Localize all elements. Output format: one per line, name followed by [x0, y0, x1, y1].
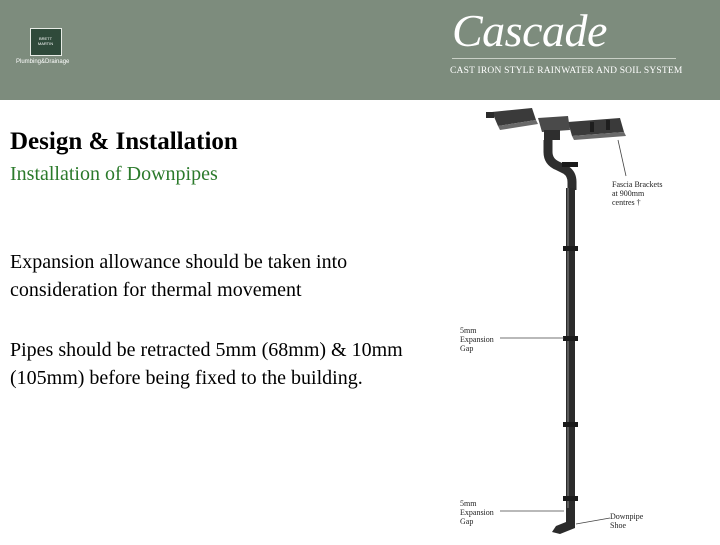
brand-name: Cascade [452, 5, 607, 56]
leader-lines [500, 140, 626, 524]
logo-text: BRETT MARTIN [37, 36, 54, 46]
slide-subtitle: Installation of Downpipes [10, 163, 218, 185]
header-banner [0, 0, 720, 100]
label-expansion-gap-top: 5mm Expansion Gap [460, 326, 494, 353]
logo-tagline: Plumbing&Drainage [16, 59, 70, 65]
downpipe-diagram [440, 100, 720, 540]
paragraph-expansion: Expansion allowance should be taken into consideration for thermal movement [10, 251, 348, 301]
gutter-right [568, 118, 626, 140]
label-expansion-gap-bottom: 5mm Expansion Gap [460, 499, 494, 526]
gutter-outlet [538, 116, 570, 140]
paragraph-retraction: Pipes should be retracted 5mm (68mm) & 10mm (105mm) before being fixed to the building. [10, 339, 403, 389]
label-fascia-brackets: Fascia Brackets at 900mm centres † [612, 180, 663, 207]
slide-title: Design & Installation [10, 128, 238, 155]
brand-divider [452, 58, 676, 59]
downpipe-shoe [552, 508, 575, 534]
brand-subtitle: CAST IRON STYLE RAINWATER AND SOIL SYSTEM [450, 66, 683, 76]
downpipe-illustration [440, 100, 720, 540]
gutter-left [486, 108, 538, 130]
label-downpipe-shoe: Downpipe Shoe [610, 512, 644, 530]
